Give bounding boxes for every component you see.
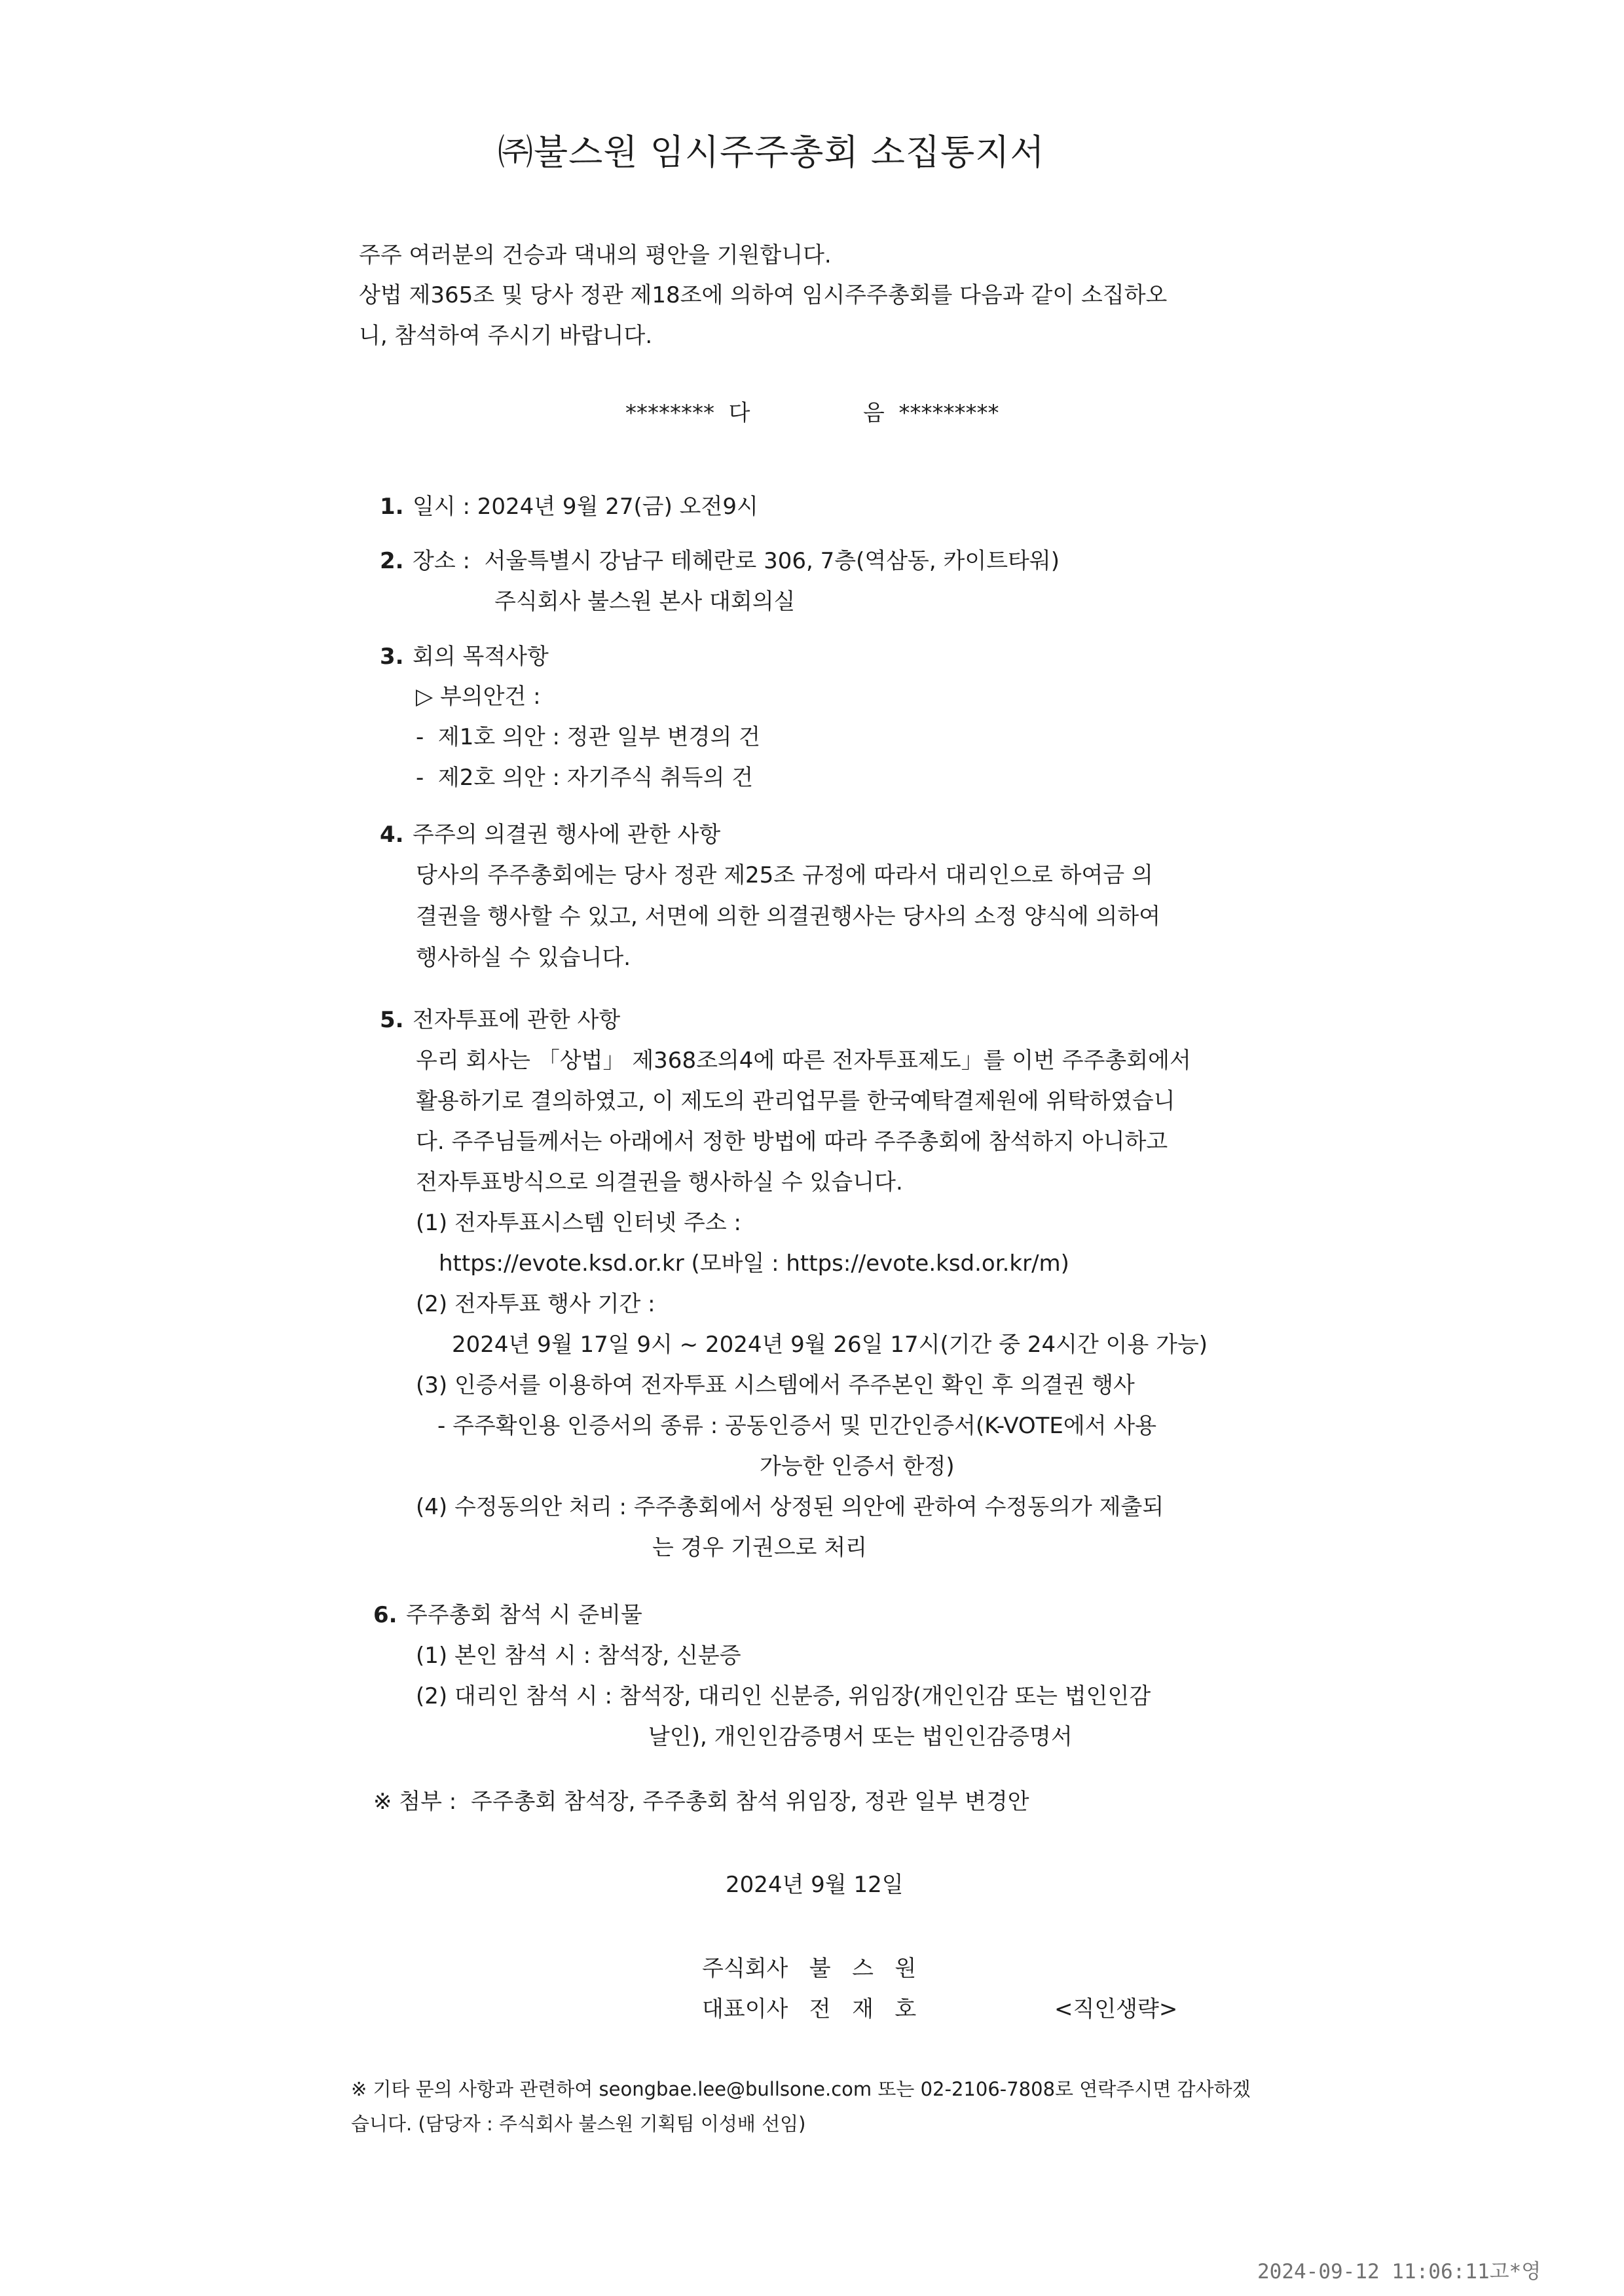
section-4-line-1: 당사의 주주총회에는 당사 정관 제25조 규정에 따라서 대리인으로 하여금 의 bbox=[416, 862, 1153, 888]
section-2-text: 장소 : 서울특별시 강남구 테헤란로 306, 7층(역삼동, 카이트타워) bbox=[413, 548, 1060, 574]
evote-item-1: (1) 전자투표시스템 인터넷 주소 : bbox=[416, 1210, 741, 1236]
company-name: 주식회사 불 스 원 bbox=[702, 1956, 917, 1982]
section-6-number: 6. bbox=[373, 1602, 397, 1628]
evote-item-2: (2) 전자투표 행사 기간 : bbox=[416, 1291, 655, 1317]
evote-item-3-sub-cont: 가능한 인증서 한정) bbox=[760, 1453, 955, 1480]
separator-left: ******** 다 bbox=[625, 400, 750, 426]
intro-line-1: 주주 여러분의 건승과 댁내의 평안을 기원합니다. bbox=[359, 242, 832, 268]
page-title: ㈜불스원 임시주주총회 소집통지서 bbox=[498, 132, 1045, 173]
section-6-title: 주주총회 참석 시 준비물 bbox=[406, 1602, 642, 1628]
section-3-sub: ▷ 부의안건 : bbox=[416, 683, 541, 710]
evote-item-3-sub: - 주주확인용 인증서의 종류 : 공동인증서 및 민간인증서(K-VOTE에서 사용 bbox=[437, 1413, 1157, 1439]
separator-right: 음 ********* bbox=[863, 400, 999, 426]
prep-item-2: (2) 대리인 참석 시 : 참석장, 대리인 신분증, 위임장(개인인감 또는 법인인감 bbox=[416, 1683, 1151, 1709]
attachment-note: ※ 첨부 : 주주총회 참석장, 주주총회 참석 위임장, 정관 일부 변경안 bbox=[373, 1789, 1029, 1815]
section-2-number: 2. bbox=[380, 548, 404, 574]
evote-url: https://evote.ksd.or.kr (모바일 : https://evote.ksd.or.kr/m) bbox=[439, 1250, 1069, 1277]
section-4-line-3: 행사하실 수 있습니다. bbox=[416, 945, 631, 971]
prep-item-2-cont: 날인), 개인인감증명서 또는 법인인감증명서 bbox=[648, 1724, 1073, 1750]
evote-item-4-cont: 는 경우 기권으로 처리 bbox=[652, 1535, 868, 1561]
section-5-line-3: 다. 주주님들께서는 아래에서 정한 방법에 따라 주주총회에 참석하지 아니하고 bbox=[416, 1129, 1168, 1155]
section-4-number: 4. bbox=[380, 822, 404, 848]
section-5-number: 5. bbox=[380, 1007, 404, 1033]
section-5-line-2: 활용하기로 결의하였고, 이 제도의 관리업무를 한국예탁결제원에 위탁하였습니 bbox=[416, 1088, 1175, 1114]
evote-period: 2024년 9월 17일 9시 ~ 2024년 9월 26일 17시(기간 중 24시간 이용 가능) bbox=[452, 1332, 1208, 1358]
notice-date: 2024년 9월 12일 bbox=[726, 1872, 904, 1898]
evote-item-3: (3) 인증서를 이용하여 전자투표 시스템에서 주주본인 확인 후 의결권 행사 bbox=[416, 1372, 1135, 1398]
intro-line-2: 상법 제365조 및 당사 정관 제18조에 의하여 임시주주총회를 다음과 같이 소집하오 bbox=[359, 282, 1168, 308]
agenda-item-2: - 제2호 의안 : 자기주식 취득의 건 bbox=[416, 765, 754, 791]
prep-item-1: (1) 본인 참석 시 : 참석장, 신분증 bbox=[416, 1643, 741, 1669]
footer-line-1: ※ 기타 문의 사항과 관련하여 seongbae.lee@bullsone.com 또는 02-2106-7808로 연락주시면 감사하겠 bbox=[351, 2078, 1251, 2100]
section-3-number: 3. bbox=[380, 644, 404, 670]
section-2-line-2: 주식회사 불스원 본사 대회의실 bbox=[494, 589, 796, 615]
footer-line-2: 습니다. (담당자 : 주식회사 불스원 기획팀 이성배 선임) bbox=[351, 2113, 806, 2135]
section-5-title: 전자투표에 관한 사항 bbox=[413, 1007, 621, 1033]
intro-line-3: 니, 참석하여 주시기 바랍니다. bbox=[359, 323, 653, 349]
section-5-line-4: 전자투표방식으로 의결권을 행사하실 수 있습니다. bbox=[416, 1169, 903, 1195]
section-3-title: 회의 목적사항 bbox=[413, 644, 549, 670]
section-4-line-2: 결권을 행사할 수 있고, 서면에 의한 의결권행사는 당사의 소정 양식에 의하여 bbox=[416, 903, 1161, 930]
section-1-number: 1. bbox=[380, 494, 404, 520]
ceo-name: 대표이사 전 재 호 bbox=[702, 1996, 917, 2022]
evote-item-4: (4) 수정동의안 처리 : 주주총회에서 상정된 의안에 관하여 수정동의가 제출되 bbox=[416, 1494, 1164, 1520]
section-4-title: 주주의 의결권 행사에 관한 사항 bbox=[413, 822, 721, 848]
seal-omitted: <직인생략> bbox=[1054, 1996, 1178, 2022]
agenda-item-1: - 제1호 의안 : 정관 일부 변경의 건 bbox=[416, 724, 760, 750]
section-5-line-1: 우리 회사는 「상법」 제368조의4에 따른 전자투표제도」를 이번 주주총회에서 bbox=[416, 1048, 1191, 1074]
print-timestamp: 2024-09-12 11:06:11고*영 bbox=[1257, 2260, 1541, 2284]
section-1-text: 일시 : 2024년 9월 27(금) 오전9시 bbox=[413, 494, 758, 520]
